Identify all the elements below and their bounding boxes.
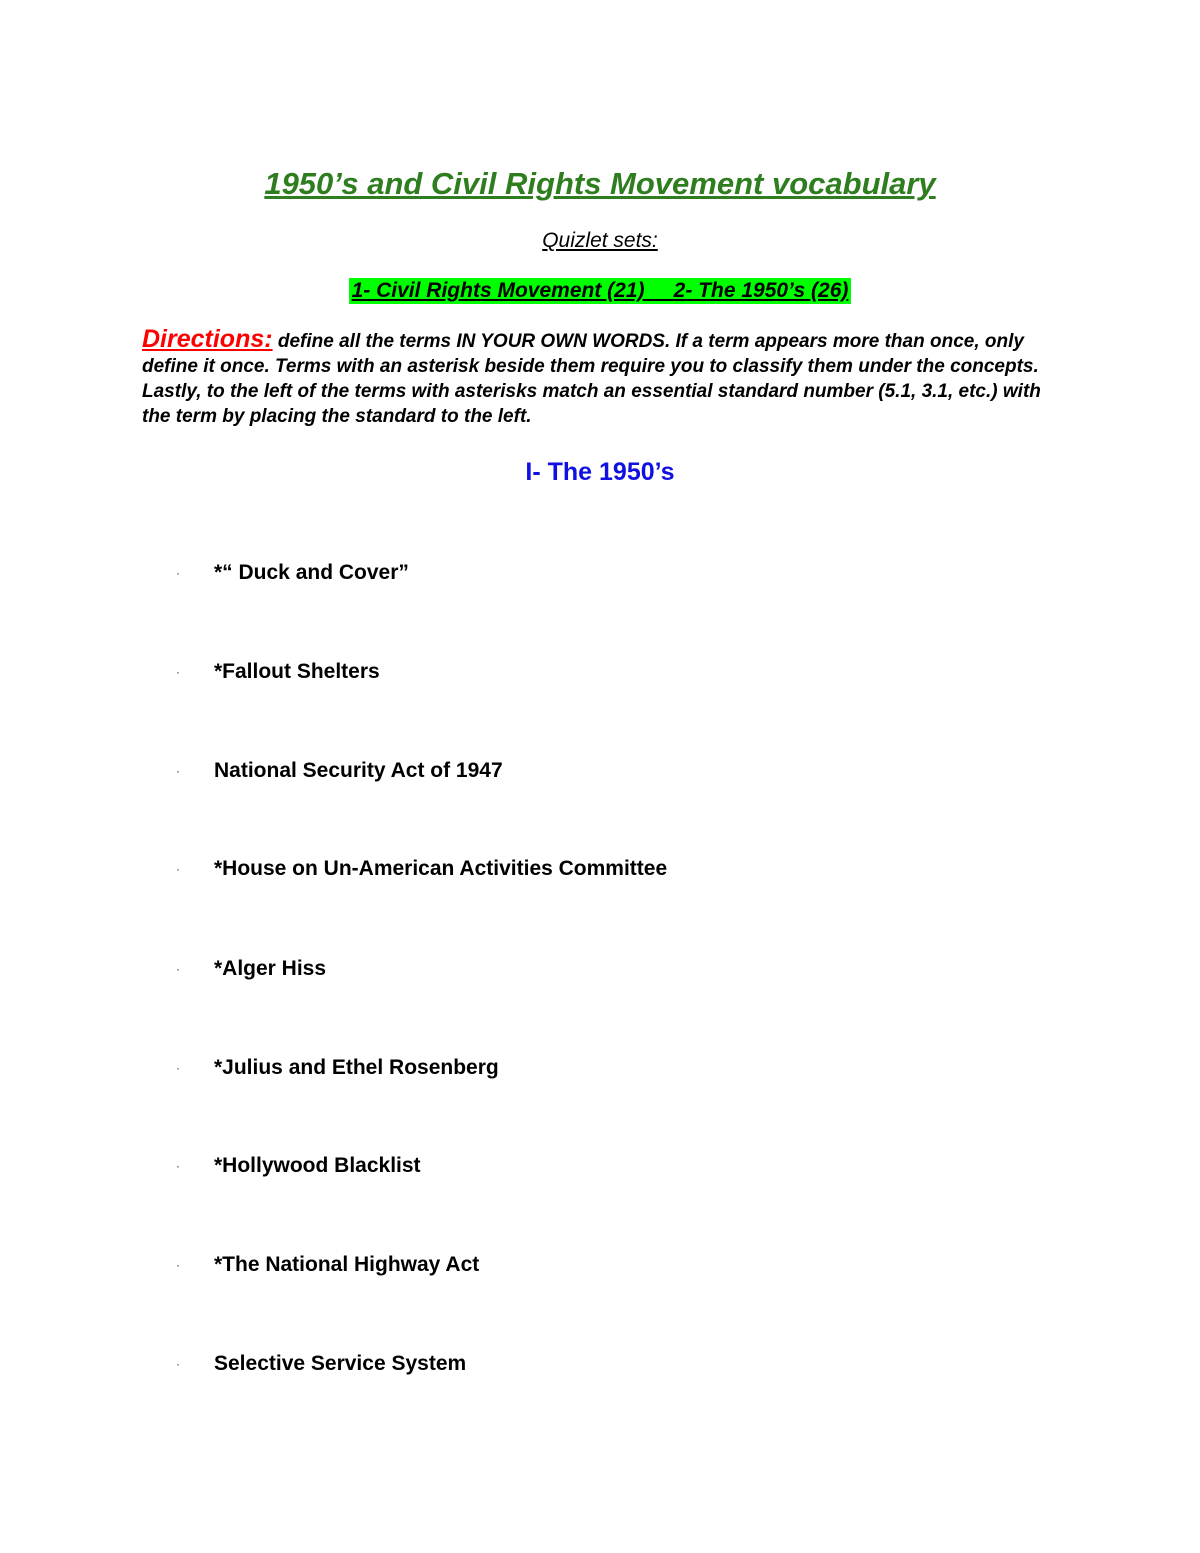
section-heading: I- The 1950’s: [525, 458, 675, 486]
term-text: *Hollywood Blacklist: [214, 1154, 421, 1177]
directions-paragraph: [142, 327, 1062, 429]
bullet-icon: ·: [176, 1357, 180, 1371]
term-text: *House on Un-American Activities Committee: [214, 857, 668, 880]
bullet-icon: ·: [176, 764, 180, 778]
list-item: [0, 1348, 1200, 1380]
term-text: *Julius and Ethel Rosenberg: [214, 1056, 499, 1079]
list-item: [0, 1150, 1200, 1182]
term-text: *Alger Hiss: [214, 957, 327, 980]
bullet-icon: ·: [176, 1159, 180, 1173]
bullet-icon: ·: [176, 962, 180, 976]
bullet-icon: ·: [176, 566, 180, 580]
term-text: Selective Service System: [214, 1352, 467, 1375]
term-text: *The National Highway Act: [214, 1253, 480, 1276]
bullet-icon: ·: [176, 1061, 180, 1075]
quizlet-sets-highlight: 1- Civil Rights Movement (21) 2- The 1950’s (26): [349, 278, 852, 304]
list-item: [0, 853, 1200, 885]
list-item: [0, 656, 1200, 688]
term-text: *Fallout Shelters: [214, 660, 380, 683]
directions-text: define all the terms IN YOUR OWN WORDS. If a term appears more than once, only define it once. Terms with an asterisk beside them require you to classify them under the concepts. Lastly, to the left of the terms with asterisks match an essential standard number (5.1, 3.1, etc.) with the term by placing the standard to the left.: [142, 331, 1041, 427]
bullet-icon: ·: [176, 1258, 180, 1272]
bullet-icon: ·: [176, 862, 180, 876]
list-item: [0, 953, 1200, 985]
quizlet-sets-row: [0, 278, 1200, 306]
list-item: [0, 557, 1200, 589]
quizlet-sets-label: Quizlet sets:: [542, 229, 658, 252]
term-text: *“ Duck and Cover”: [214, 561, 409, 584]
document-title: 1950’s and Civil Rights Movement vocabulary: [264, 166, 936, 201]
term-text: National Security Act of 1947: [214, 759, 503, 782]
list-item: [0, 755, 1200, 787]
list-item: [0, 1052, 1200, 1084]
bullet-icon: ·: [176, 665, 180, 679]
directions-label: Directions:: [142, 325, 273, 353]
list-item: [0, 1249, 1200, 1281]
